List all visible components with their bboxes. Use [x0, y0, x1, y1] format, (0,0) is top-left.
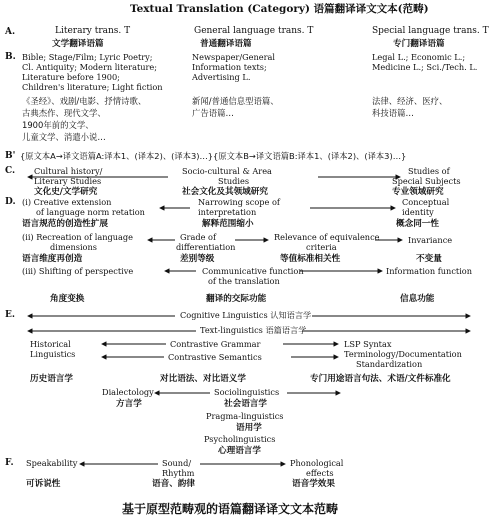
e-psycholinguistics-zh: 心理语言学 — [218, 446, 261, 456]
e-pragmalinguistics: Pragma-linguistics — [206, 411, 284, 421]
b-special-zh-1: 法律、经济、医疗、 — [372, 96, 448, 106]
e-historical-zh: 历史语言学 — [30, 374, 73, 384]
d-i-line-1: (i) Creative extension — [22, 197, 112, 207]
e-lsp-zh: 专门用途语言句法、术语/文件标准化 — [310, 374, 451, 384]
general-trans-zh: 普通翻译语篇 — [200, 39, 252, 49]
c-right-zh: 专业领域研究 — [392, 187, 444, 197]
c-left-line-1: Cultural history/ — [34, 166, 103, 176]
b-literary-line-3: Literature before 1900; — [22, 72, 120, 82]
c-mid-line-1: Socio-cultural & Area — [182, 166, 272, 176]
section-c-label: C. — [5, 166, 16, 176]
d-info-line: Information function — [386, 266, 473, 276]
d-i-line-2: of language norm retation — [36, 207, 145, 217]
f-speakability: Speakability — [26, 458, 78, 468]
section-d-label: D. — [5, 197, 16, 207]
d-ii-line-1: (ii) Recreation of language — [22, 232, 133, 242]
page-title: Textual Translation (Category) 语篇翻译译文文本(范畴) — [130, 3, 429, 15]
e-pragmalinguistics-zh: 语用学 — [236, 423, 262, 433]
b-literary-zh-4: 儿童文学、消遣小说… — [22, 132, 106, 142]
d-invariance: Invariance — [408, 235, 453, 245]
e-dialectology-zh: 方言学 — [116, 399, 142, 409]
d-comm-line-2: of the translation — [208, 276, 280, 286]
d-i-zh: 语言规范的创造性扩展 — [22, 219, 108, 229]
d-iii-zh: 角度变换 — [50, 294, 85, 304]
section-b-label: B. — [5, 52, 16, 62]
e-contrastive-zh: 对比语法、对比语义学 — [160, 374, 246, 384]
f-sound-line-1: Sound/ — [162, 458, 192, 468]
special-trans-zh: 专门翻译语篇 — [393, 39, 445, 49]
d-concept-line-2: identity — [402, 207, 434, 217]
b-general-zh-2: 广告语篇… — [192, 108, 234, 118]
c-mid-line-2: Studies — [218, 176, 250, 186]
general-trans-label: General language trans. T — [194, 26, 314, 36]
d-narrow-zh: 解释范围缩小 — [202, 219, 254, 229]
c-mid-zh: 社会文化及其领域研究 — [182, 187, 268, 197]
e-lsp-line-1: LSP Syntax — [344, 339, 392, 349]
f-sound-line-2: Rhythm — [162, 468, 195, 478]
section-a-label: A. — [5, 27, 16, 37]
d-grade-line-2: differentiation — [176, 242, 236, 252]
d-rel-line-2: criteria — [306, 242, 337, 252]
section-f-label: F. — [5, 458, 14, 468]
d-concept-line-1: Conceptual — [402, 197, 450, 207]
literary-trans-label: Literary trans. T — [55, 26, 131, 36]
d-narrow-line-1: Narrowing scope of — [198, 197, 280, 207]
b-special-zh-2: 科技语篇… — [372, 108, 414, 118]
c-left-line-2: Literary Studies — [34, 176, 102, 186]
d-grade-zh: 差别等级 — [180, 254, 215, 264]
d-concept-zh: 概念同一性 — [396, 219, 439, 229]
source-target-mapping: {原文本A→译文语篇A:译本1、(译本2)、(译本3)…}{原文本B→译文语篇B:译本1、(译本2)、(译本3)…} — [20, 151, 407, 161]
d-narrow-line-2: interpretation — [198, 207, 257, 217]
figure-caption: 基于原型范畴观的语篇翻译译文文本范畴 — [122, 502, 339, 516]
b-literary-zh-3: 1900年前的文学、 — [22, 120, 94, 130]
special-trans-label: Special language trans. T — [372, 26, 489, 36]
d-comm-zh: 翻译的交际功能 — [206, 294, 267, 304]
f-phonological-line-1: Phonological — [290, 458, 344, 468]
c-right-line-1: Studies of — [408, 166, 450, 176]
e-contrastive-grammar: Contrastive Grammar — [170, 339, 261, 349]
e-lsp-line-2: Terminology/Documentation — [344, 349, 462, 359]
d-comm-line-1: Communicative function — [202, 266, 304, 276]
b-general-line-2: Information texts; — [192, 62, 267, 72]
e-psycholinguistics: Psycholinguistics — [204, 434, 276, 444]
d-info-zh: 信息功能 — [400, 294, 435, 304]
d-rel-zh: 等值标准相关性 — [280, 254, 341, 264]
c-left-zh: 文化史/文学研究 — [34, 187, 98, 197]
b-literary-line-2: Cl. Antiquity; Modern literature; — [22, 62, 158, 72]
b-literary-line-1: Bible; Stage/Film; Lyric Poetry; — [22, 52, 153, 62]
d-grade-line-1: Grade of — [180, 232, 216, 242]
f-speakability-zh: 可诉说性 — [26, 479, 61, 489]
d-rel-line-1: Relevance of equivalence — [274, 232, 380, 242]
d-invariance-zh: 不变量 — [416, 254, 442, 264]
literary-trans-zh: 文学翻译语篇 — [52, 39, 104, 49]
d-ii-line-2: dimensions — [50, 242, 97, 252]
d-iii-line: (iii) Shifting of perspective — [22, 266, 134, 276]
e-dialectology: Dialectology — [102, 387, 154, 397]
e-sociolinguistics: Sociolinguistics — [214, 387, 280, 397]
b-literary-line-4: Children's literature; Light fiction — [22, 82, 163, 92]
e-contrastive-semantics: Contrastive Semantics — [168, 352, 262, 362]
section-e-label: E. — [5, 310, 15, 320]
b-special-line-1: Legal L.; Economic L.; — [372, 52, 466, 62]
b-special-line-2: Medicine L.; Sci./Tech. L. — [372, 62, 478, 72]
b-general-line-1: Newspaper/General — [192, 52, 276, 62]
e-lsp-line-3: Standardization — [356, 359, 423, 369]
d-ii-zh: 语言维度再创造 — [22, 254, 83, 264]
f-sound-zh: 语音、韵律 — [152, 479, 195, 489]
e-historical-line-1: Historical — [30, 339, 71, 349]
b-general-zh-1: 新闻/普通信息型语篇、 — [192, 96, 279, 106]
b-literary-zh-2: 古典杰作、现代文学、 — [22, 108, 106, 118]
b-literary-zh-1: 《圣经》、戏剧/电影、抒情诗歌、 — [22, 96, 147, 106]
f-phonological-zh: 语音学效果 — [292, 479, 335, 489]
e-sociolinguistics-zh: 社会语言学 — [224, 399, 267, 409]
e-historical-line-2: Linguistics — [30, 349, 76, 359]
e-text-linguistics: Text-linguistics 语篇语言学 — [200, 325, 307, 335]
f-phonological-line-2: effects — [306, 468, 334, 478]
section-bp-label: B' — [5, 151, 16, 161]
e-cognitive-linguistics: Cognitive Linguistics 认知语言学 — [180, 310, 312, 320]
b-general-line-3: Advertising L. — [192, 72, 251, 82]
c-right-line-2: Special Subjects — [392, 176, 461, 186]
